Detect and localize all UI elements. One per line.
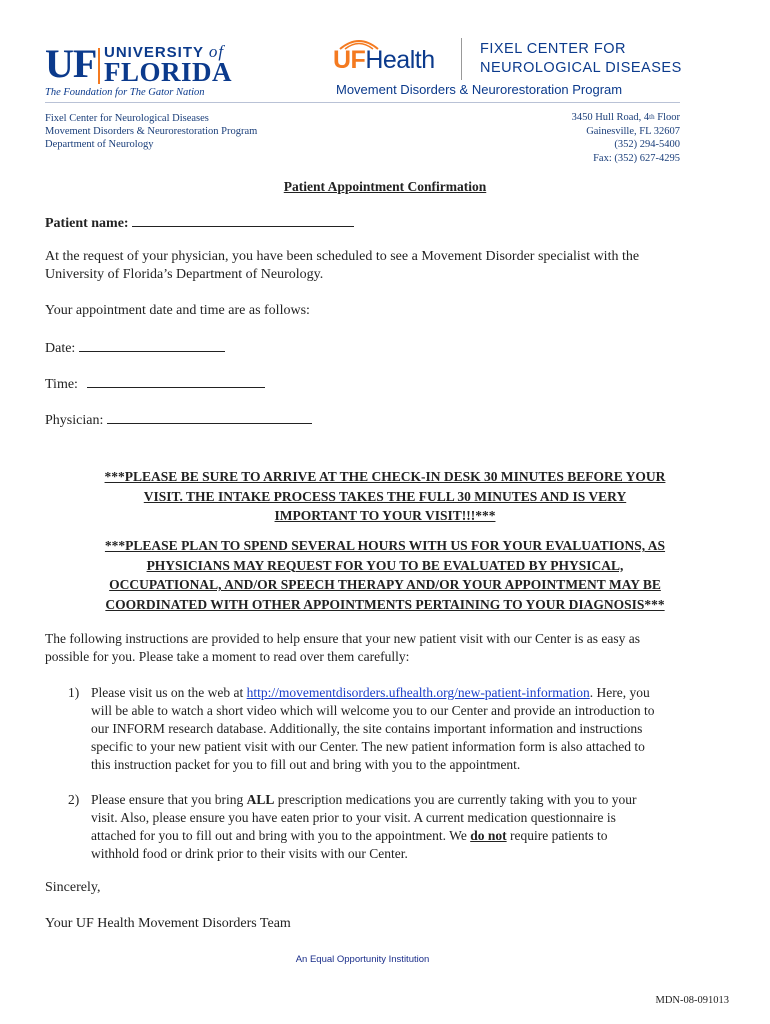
physician-label: Physician: xyxy=(45,413,104,428)
arrival-notice-text: ***PLEASE BE SURE TO ARRIVE AT THE CHECK-IN DESK 30 MINUTES BEFORE YOUR VISIT. THE INTAKE PROCESS TAKES THE FULL 30 MINUTES AND IS VERY IMPORTANT TO YOUR VISIT!!!*** xyxy=(104,469,666,523)
page-title: Patient Appointment Confirmation xyxy=(283,179,487,194)
intro-paragraph: At the request of your physician, you have been scheduled to see a Movement Disorder specialist with the University of Florida’s Department of Neurology. xyxy=(45,249,640,282)
uf-logo-line2: FLORIDA xyxy=(104,57,233,87)
signature: Your UF Health Movement Disorders Team xyxy=(45,916,291,931)
date-row xyxy=(45,337,225,358)
uf-logo-divider xyxy=(98,48,100,84)
instruction-item-1: 1) Please visit us on the web at http://movementdisorders.ufhealth.org/new-patient-information. Here, you will be able to watch a short video which will welcome you to our Center and provide an introduction to our INFORM research database. Additionally, the site contains important information and instructions specific to your new patient visit with our Center. The new patient information form is also attached to this instruction packet for you to fill out and bring with you to the appointment. xyxy=(68,685,655,772)
time-row xyxy=(45,373,265,394)
duration-notice: ***PLEASE PLAN TO SPEND SEVERAL HOURS WITH US FOR YOUR EVALUATIONS, AS PHYSICIANS MAY REQUEST FOR YOU TO BE EVALUATED BY PHYSICAL, OCCUPATIONAL, AND/OR SPEECH THERAPY AND/OR YOUR APPOINTMENT MAY BE COORDINATED WITH OTHER APPOINTMENTS PERTAINING TO YOUR DIAGNOSIS*** xyxy=(104,538,666,612)
equal-opportunity-footer: An Equal Opportunity Institution xyxy=(295,954,430,965)
program-name: Movement Disorders & Neurorestoration Program xyxy=(336,82,623,97)
instructions-intro: The following instructions are provided to help ensure that your new patient visit with our Center is as easy as possible for you. Please take a moment to read over them carefully: xyxy=(45,631,640,664)
header-rule xyxy=(45,102,680,103)
uf-logo-line1: UNIVERSITY of xyxy=(104,42,225,61)
patient-name-row xyxy=(45,212,354,233)
department-block: Fixel Center for Neurological Diseases Movement Disorders & Neurorestoration Program Department of Neurology xyxy=(45,113,258,150)
appointment-intro: Your appointment date and time are as follows: xyxy=(45,303,310,318)
patient-name-label: Patient name: xyxy=(45,216,129,231)
fixel-center-name: FIXEL CENTER FOR NEUROLOGICAL DISEASES xyxy=(480,41,682,76)
patient-name-field[interactable] xyxy=(132,212,354,227)
instruction-item-2: 2) Please ensure that you bring ALL prescription medications you are currently taking with you to your visit. Also, please ensure you have eaten prior to your visit. A current medication questionnaire is attached for you to fill out and bring with you to the appointment. We do not require patients to withhold food or drink prior to their visits with our Center. xyxy=(68,792,637,861)
date-field[interactable] xyxy=(79,337,225,352)
address-block: 3450 Hull Road, 4th Floor Gainesville, FL 32607 (352) 294-5400 Fax: (352) 627-4295 xyxy=(571,112,680,164)
physician-field[interactable] xyxy=(107,409,312,424)
logo-divider xyxy=(461,38,462,80)
ufhealth-logo: UFHealth xyxy=(333,46,435,74)
uf-logo-mark: UF xyxy=(45,41,97,86)
uf-tagline: The Foundation for The Gator Nation xyxy=(45,87,205,98)
physician-row xyxy=(45,409,312,430)
time-label: Time: xyxy=(45,377,78,392)
closing: Sincerely, xyxy=(45,880,101,895)
time-field[interactable] xyxy=(87,373,265,388)
document-code: MDN-08-091013 xyxy=(655,995,729,1006)
date-label: Date: xyxy=(45,341,76,356)
new-patient-link[interactable]: http://movementdisorders.ufhealth.org/new-patient-information xyxy=(246,685,590,700)
